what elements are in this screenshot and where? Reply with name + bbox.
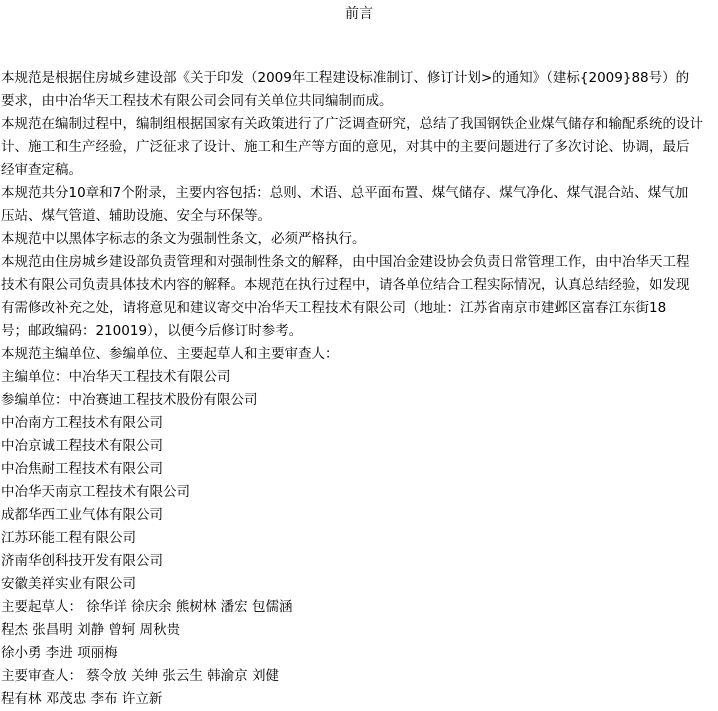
body-line: 本规范中以黑体字标志的条文为强制性条文，必须严格执行。 (1, 231, 366, 247)
body-line: 主编单位：中冶华天工程技术有限公司 (1, 369, 231, 385)
body-line: 程杰 张昌明 刘静 曾轲 周秋贵 (1, 622, 181, 638)
body-line: 主要起草人： 徐华详 徐庆余 熊树林 潘宏 包儒涵 (1, 599, 293, 615)
body-line: 本规范在编制过程中，编制组根据国家有关政策进行了广泛调查研究，总结了我国钢铁企业煤气储存和输配系统的设计 (1, 116, 703, 132)
document-body (0, 67, 718, 711)
page-title: 前言 (345, 6, 373, 22)
body-line: 参编单位：中冶赛迪工程技术股份有限公司 (1, 392, 258, 408)
body-line: 号；邮政编码：210019），以便今后修订时参考。 (1, 323, 303, 339)
body-line: 徐小勇 李进 项丽梅 (1, 645, 118, 661)
body-line: 济南华创科技开发有限公司 (1, 553, 163, 569)
body-line: 本规范是根据住房城乡建设部《关于印发（2009年工程建设标准制订、修订计划>的通知》（建标{2009}88号）的 (1, 70, 690, 86)
body-line: 计、施工和生产经验，广泛征求了设计、施工和生产等方面的意见，对其中的主要问题进行了多次讨论、协调，最后 (1, 139, 690, 155)
body-line: 经审查定稿。 (1, 162, 82, 178)
body-line: 江苏环能工程有限公司 (1, 530, 136, 546)
body-line: 中冶焦耐工程技术有限公司 (1, 461, 163, 477)
body-line: 安徽美祥实业有限公司 (1, 576, 136, 592)
body-line: 压站、煤气管道、辅助设施、安全与环保等。 (1, 208, 271, 224)
body-line: 技术有限公司负责具体技术内容的解释。本规范在执行过程中，请各单位结合工程实际情况，认真总结经验，如发现 (1, 277, 690, 293)
body-line: 有需修改补充之处，请将意见和建议寄交中冶华天工程技术有限公司（地址：江苏省南京市建邺区富春江东街18 (1, 300, 667, 316)
body-line: 本规范由住房城乡建设部负责管理和对强制性条文的解释，由中国冶金建设协会负责日常管理工作，由中冶华天工程 (1, 254, 690, 270)
body-line: 主要审查人： 蔡令放 关绅 张云生 韩渝京 刘健 (1, 668, 279, 684)
body-line: 要求，由中冶华天工程技术有限公司会同有关单位共同编制而成。 (1, 93, 393, 109)
body-line: 程有林 邓茂忠 李布 许立新 (1, 691, 163, 707)
body-line: 中冶京诚工程技术有限公司 (1, 438, 163, 454)
body-line: 本规范主编单位、参编单位、主要起草人和主要审查人： (1, 346, 339, 362)
body-line: 本规范共分10章和7个附录，主要内容包括：总则、术语、总平面布置、煤气储存、煤气净化、煤气混合站、煤气加 (1, 185, 689, 201)
body-line: 中冶华天南京工程技术有限公司 (1, 484, 190, 500)
body-line: 中冶南方工程技术有限公司 (1, 415, 163, 431)
body-line: 成都华西工业气体有限公司 (1, 507, 163, 523)
